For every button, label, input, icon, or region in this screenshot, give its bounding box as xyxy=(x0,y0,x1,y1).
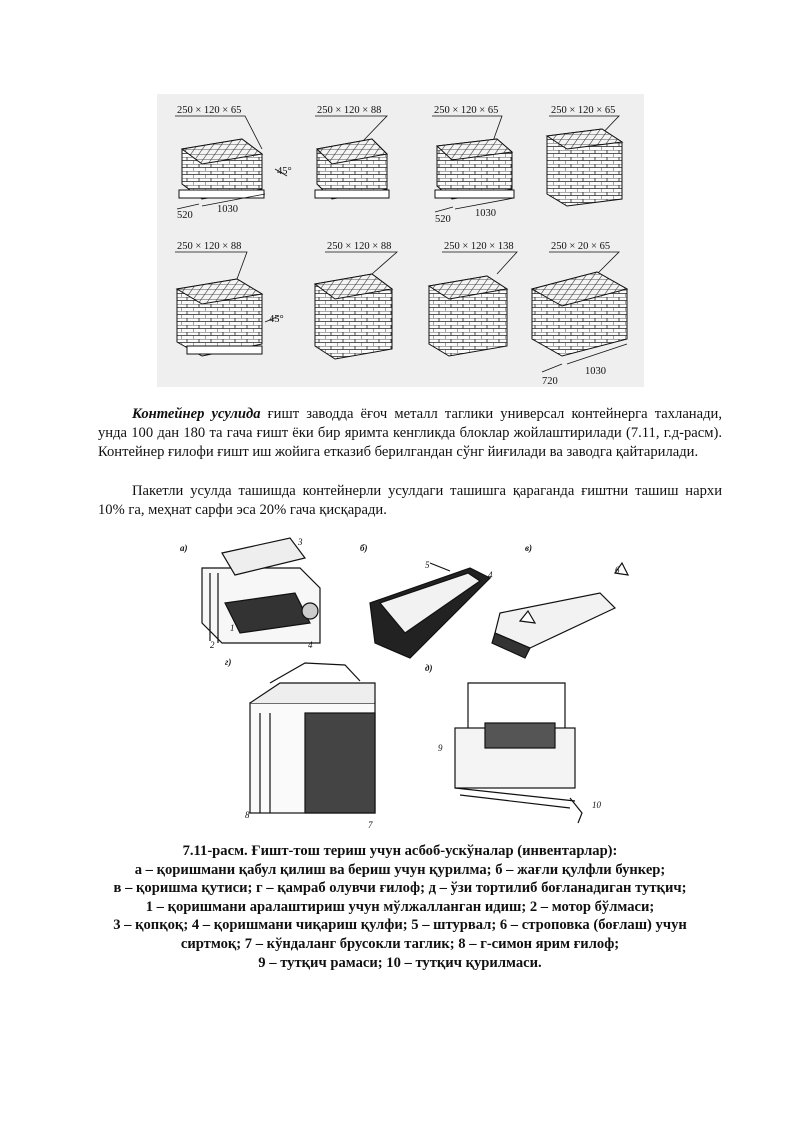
package-4 xyxy=(547,129,622,206)
caption-line: а – қоришмани қабул қилиш ва бериш учун қурилма; б – жағли қулфли бункер; xyxy=(134,861,666,878)
package-3 xyxy=(435,139,514,199)
panel-label-v: в) xyxy=(525,543,533,553)
part-number: 5 xyxy=(425,560,430,570)
mortar-receiver-drawing xyxy=(202,538,320,643)
brick-packages-figure xyxy=(157,94,644,387)
dimension-1030: 1030 xyxy=(585,366,606,377)
part-number: 7 xyxy=(368,820,373,830)
brick-size-label: 250 × 20 × 65 xyxy=(551,241,611,252)
caption-line: 9 – тутқич рамаси; 10 – тутқич қурилмаси. xyxy=(258,954,542,971)
brick-size-label: 250 × 120 × 65 xyxy=(434,105,499,116)
dimension-1030: 1030 xyxy=(217,204,238,215)
part-number: 4 xyxy=(308,640,313,650)
package-8 xyxy=(532,272,627,356)
caption-line: в – қоришма қутиси; г – қамраб олувчи ғилоф; д – ўзи тортилиб боғланадиган тутқич; xyxy=(113,880,687,897)
panel-label-d: д) xyxy=(425,663,433,673)
paragraph-text: Пакетли усулда ташишда контейнерли усулдаги ташишга қараганда ғиштни ташиш нархи 10% га, меҳнат сарфи эса 20% гача қисқаради. xyxy=(98,483,722,519)
package-1 xyxy=(179,139,264,199)
dimension-720: 720 xyxy=(542,376,558,387)
brick-size-label: 250 × 120 × 88 xyxy=(317,105,382,116)
angle-45: 45° xyxy=(277,166,292,177)
equipment-figure xyxy=(170,533,630,833)
package-5 xyxy=(177,279,262,356)
part-number: 10 xyxy=(592,800,601,810)
paragraph-text: ғишт заводда ёғоч металл таглики универсал контейнерга тахланади, унда 100 дан 180 та гача ғишт ёки бир яримта кенгликда блоклар жойлаштирилади (7.11, г.д-расм). Контейнер ғилофи ғишт иш жойига етказиб берилгандан сўнг йиғилади ва заводга қайтарилади. xyxy=(98,406,722,461)
figure-caption xyxy=(70,842,730,972)
part-number: 9 xyxy=(438,743,443,753)
brick-size-label: 250 × 120 × 65 xyxy=(177,105,242,116)
caption-line: сиртмоқ; 7 – кўндаланг брусокли таглик; 8 – г-симон ярим ғилоф; xyxy=(180,935,620,952)
paragraph-container-method xyxy=(98,405,722,463)
panel-label-b: б) xyxy=(360,543,368,553)
part-number: 4 xyxy=(488,570,493,580)
angle-45: 45° xyxy=(269,314,284,325)
part-number: 6 xyxy=(615,565,620,575)
dimension-520: 520 xyxy=(177,210,193,221)
equipment-drawing xyxy=(170,533,630,833)
mortar-box-drawing xyxy=(492,563,628,658)
self-tightening-grip-drawing xyxy=(455,683,582,823)
panel-label-a: а) xyxy=(180,543,188,553)
caption-line: 7.11-расм. Ғишт-тош териш учун асбоб-ускўналар (инвентарлар): xyxy=(182,843,618,859)
jaw-hopper-drawing xyxy=(370,563,490,658)
enveloping-casing-drawing xyxy=(250,663,375,813)
package-7 xyxy=(429,276,507,356)
brick-size-label: 250 × 120 × 88 xyxy=(327,241,392,252)
brick-packages-drawing xyxy=(157,94,644,387)
package-2 xyxy=(315,139,389,199)
caption-line: 1 – қоришмани аралаштириш учун мўлжалланган идиш; 2 – мотор бўлмаси; xyxy=(145,898,655,915)
caption-line: 3 – қопқоқ; 4 – қоришмани чиқариш қулфи; 5 – штурвал; 6 – строповка (боғлаш) учун xyxy=(113,917,687,934)
part-number: 8 xyxy=(245,810,250,820)
panel-label-g: г) xyxy=(225,657,232,667)
paragraph-lead-term: Контейнер усулида xyxy=(132,406,261,422)
brick-size-label: 250 × 120 × 88 xyxy=(177,241,242,252)
dimension-520: 520 xyxy=(435,214,451,225)
brick-size-label: 250 × 120 × 138 xyxy=(444,241,514,252)
paragraph-package-method xyxy=(98,482,722,520)
brick-size-label: 250 × 120 × 65 xyxy=(551,105,616,116)
part-number: 3 xyxy=(298,537,303,547)
package-6 xyxy=(315,274,392,359)
part-number: 2 xyxy=(210,640,215,650)
part-number: 1 xyxy=(230,623,235,633)
dimension-1030: 1030 xyxy=(475,208,496,219)
